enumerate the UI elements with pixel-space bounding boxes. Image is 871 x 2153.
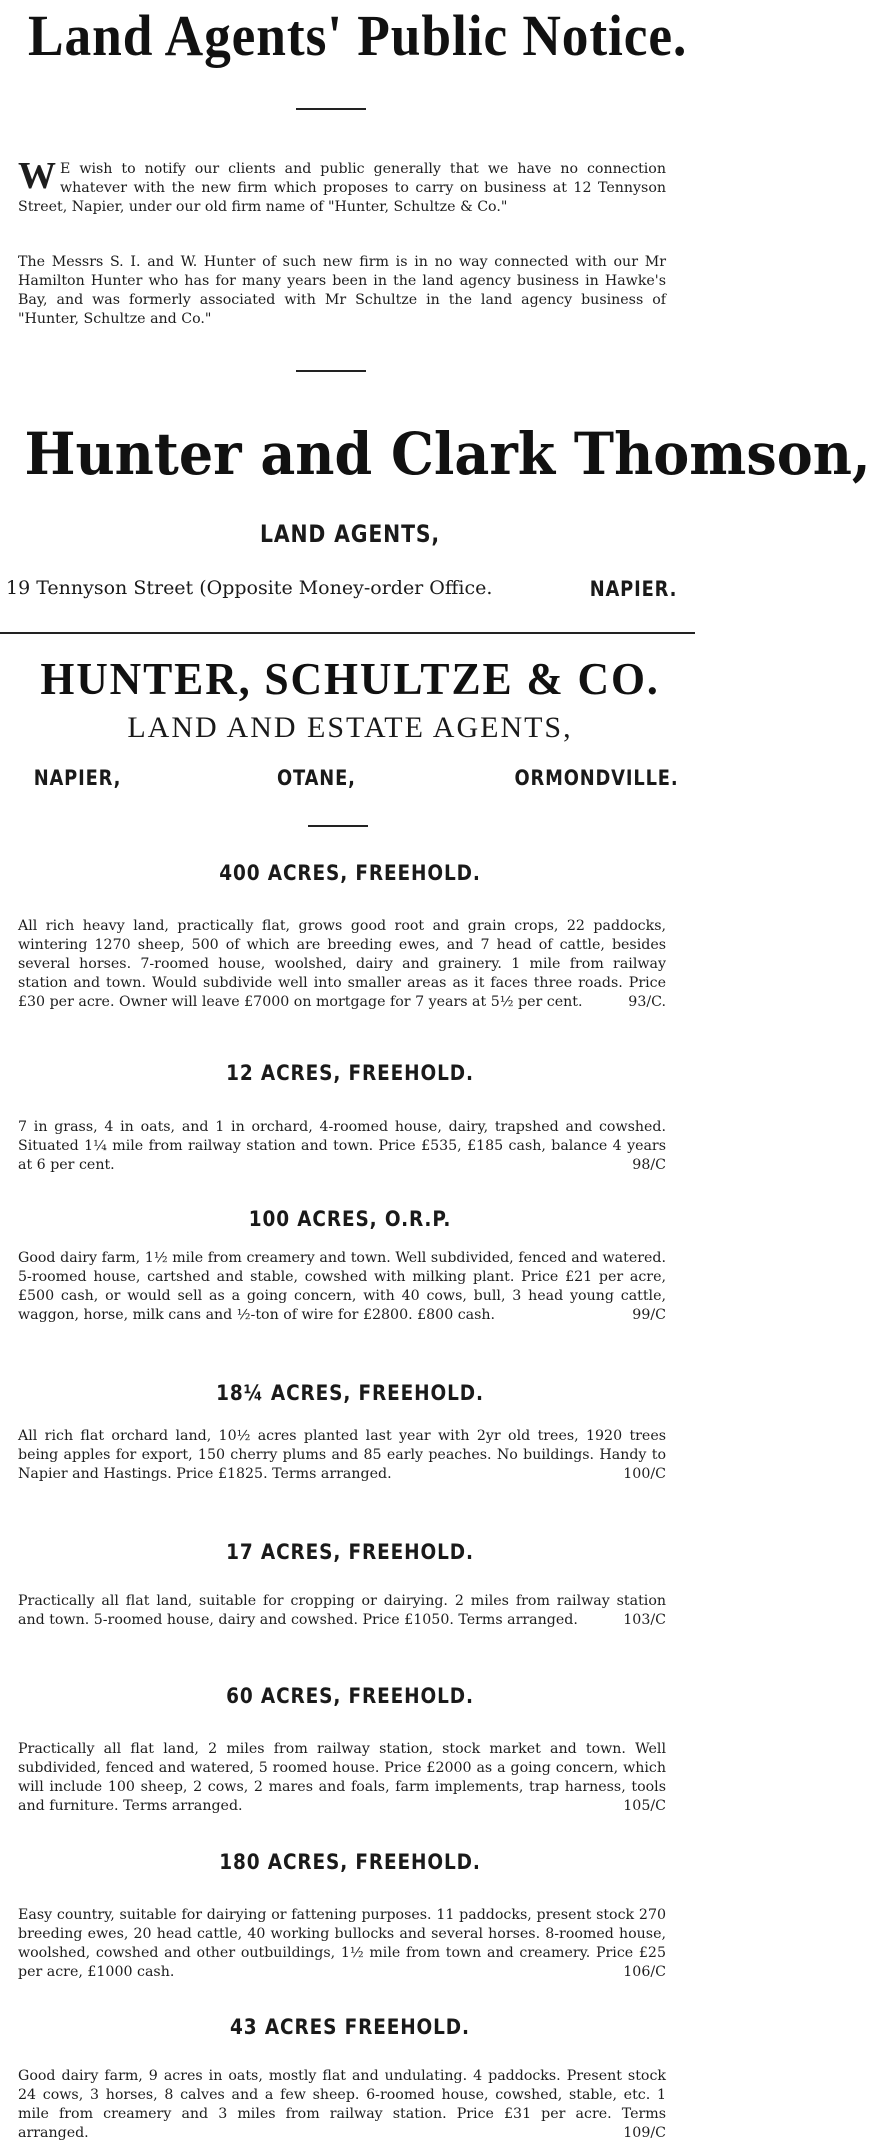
town-napier: NAPIER, — [33, 766, 122, 790]
listing-text — [18, 1427, 666, 1484]
section-rule — [0, 632, 695, 634]
firm-1-address: 19 Tennyson Street (Opposite Money-order Office. — [6, 577, 493, 599]
firm-1-role: LAND AGENTS, — [259, 520, 440, 548]
listing-body: Good dairy farm, 1½ mile from creamery and town. Well subdivided, fenced and watered. 5-roomed house, cartshed and stable, cowshed with milking plant. Price £21 per acre, £500 cash, or would sell as a going concern, with 40 cows, bull, 3 head young cattle, waggon, horse, milk cans and ½-ton of wire for £2800. £800 cash. — [18, 1250, 666, 1323]
notice-paragraph-1 — [18, 155, 666, 217]
listing-ref: 106/C — [623, 1964, 666, 1980]
town-ormondville: ORMONDVILLE. — [514, 766, 679, 790]
listing-body: Practically all flat land, suitable for cropping or dairying. 2 miles from railway station and town. 5-roomed house, dairy and cowshed. Price £1050. Terms arranged. — [18, 1593, 666, 1628]
listing-heading: 400 ACRES, FREEHOLD. — [219, 861, 481, 885]
listing-text — [18, 1249, 666, 1325]
listing-heading: 18¼ ACRES, FREEHOLD. — [216, 1381, 484, 1405]
notice-paragraph-2: The Messrs S. I. and W. Hunter of such new firm is in no way connected with our Mr Hamilton Hunter who has for many years been in the land agency business in Hawke's Bay, and was formerly associated with Mr Schultze in the land agency business of "Hunter, Schultze and Co." — [18, 254, 666, 327]
notice-paragraph-1-text: E wish to notify our clients and public generally that we have no connection whatever with the new firm which proposes to carry on business at 12 Tennyson Street, Napier, under our old firm name of "Hunter, Schultze & Co." — [18, 161, 666, 215]
listing-heading: 17 ACRES, FREEHOLD. — [226, 1540, 474, 1564]
firm-2-name: HUNTER, SCHULTZE & CO. — [40, 653, 660, 704]
listing-body: Practically all flat land, 2 miles from railway station, stock market and town. Well subdivided, fenced and watered, 5 roomed house. Price £2000 as a going concern, which will include 100 sheep, 2 cows, 2 mares and foals, farm implements, trap harness, tools and furniture. Terms arranged. — [18, 1741, 666, 1814]
firm-2-subtitle: LAND AND ESTATE AGENTS, — [127, 711, 573, 744]
listing-text — [18, 1906, 666, 1982]
listing-body: All rich flat orchard land, 10½ acres planted last year with 2yr old trees, 1920 trees being apples for export, 150 cherry plums and 85 early peaches. No buildings. Handy to Napier and Hastings. Price £1825. Terms arranged. — [18, 1428, 666, 1482]
listing-ref: 98/C — [632, 1157, 666, 1173]
listing-ref: 99/C — [632, 1307, 666, 1323]
listing-body: Easy country, suitable for dairying or fattening purposes. 11 paddocks, present stock 270 breeding ewes, 20 head cattle, 40 working bullocks and several horses. 8-roomed house, woolshed, cowshed and other outbuildings, 1½ mile from town and creamery. Price £25 per acre, £1000 cash. — [18, 1907, 666, 1980]
listing-heading: 60 ACRES, FREEHOLD. — [226, 1684, 474, 1708]
listing-ref: 109/C — [623, 2125, 666, 2141]
listing-text — [18, 1740, 666, 1816]
listing-ref: 105/C — [623, 1798, 666, 1814]
town-otane: OTANE, — [276, 766, 356, 790]
listing-body: 7 in grass, 4 in oats, and 1 in orchard, 4-roomed house, dairy, trapshed and cowshed. Situated 1¼ mile from railway station and town. Price £535, £185 cash, balance 4 years at 6 per cent. — [18, 1119, 666, 1173]
firm-1-town: NAPIER. — [589, 577, 678, 601]
listing-heading: 100 ACRES, O.R.P. — [248, 1207, 452, 1231]
listing-ref: 93/C. — [628, 994, 666, 1010]
listing-ref: 103/C — [623, 1612, 666, 1628]
firm-1-name: Hunter and Clark Thomson, — [24, 420, 871, 488]
listing-text — [18, 917, 666, 1012]
divider — [296, 108, 366, 110]
listing-ref: 100/C — [623, 1466, 666, 1482]
listing-heading: 43 ACRES FREEHOLD. — [230, 2015, 470, 2039]
divider — [308, 825, 368, 827]
listing-text — [18, 1592, 666, 1630]
listing-body: Good dairy farm, 9 acres in oats, mostly flat and undulating. 4 paddocks. Present stock 24 cows, 3 horses, 8 calves and a few sheep. 6-roomed house, cowshed, stable, etc. 1 mile from creamery and 3 miles from railway station. Price £31 per acre. Terms arranged. — [18, 2068, 666, 2141]
listing-heading: 12 ACRES, FREEHOLD. — [226, 1061, 474, 1085]
drop-cap: W — [18, 155, 56, 197]
listing-text — [18, 1118, 666, 1175]
listing-heading: 180 ACRES, FREEHOLD. — [219, 1850, 481, 1874]
listing-text — [18, 2067, 666, 2143]
listing-body: All rich heavy land, practically flat, grows good root and grain crops, 22 paddocks, wintering 1270 sheep, 500 of which are breeding ewes, and 7 head of cattle, besides several horses. 7-roomed house, woolshed, dairy and grainery. 1 mile from railway station and town. Would subdivide well into smaller areas as it faces three roads. Price £30 per acre. Owner will leave £7000 on mortgage for 7 years at 5½ per cent. — [18, 918, 666, 1010]
divider — [296, 370, 366, 372]
notice-title: Land Agents' Public Notice. — [28, 3, 688, 68]
